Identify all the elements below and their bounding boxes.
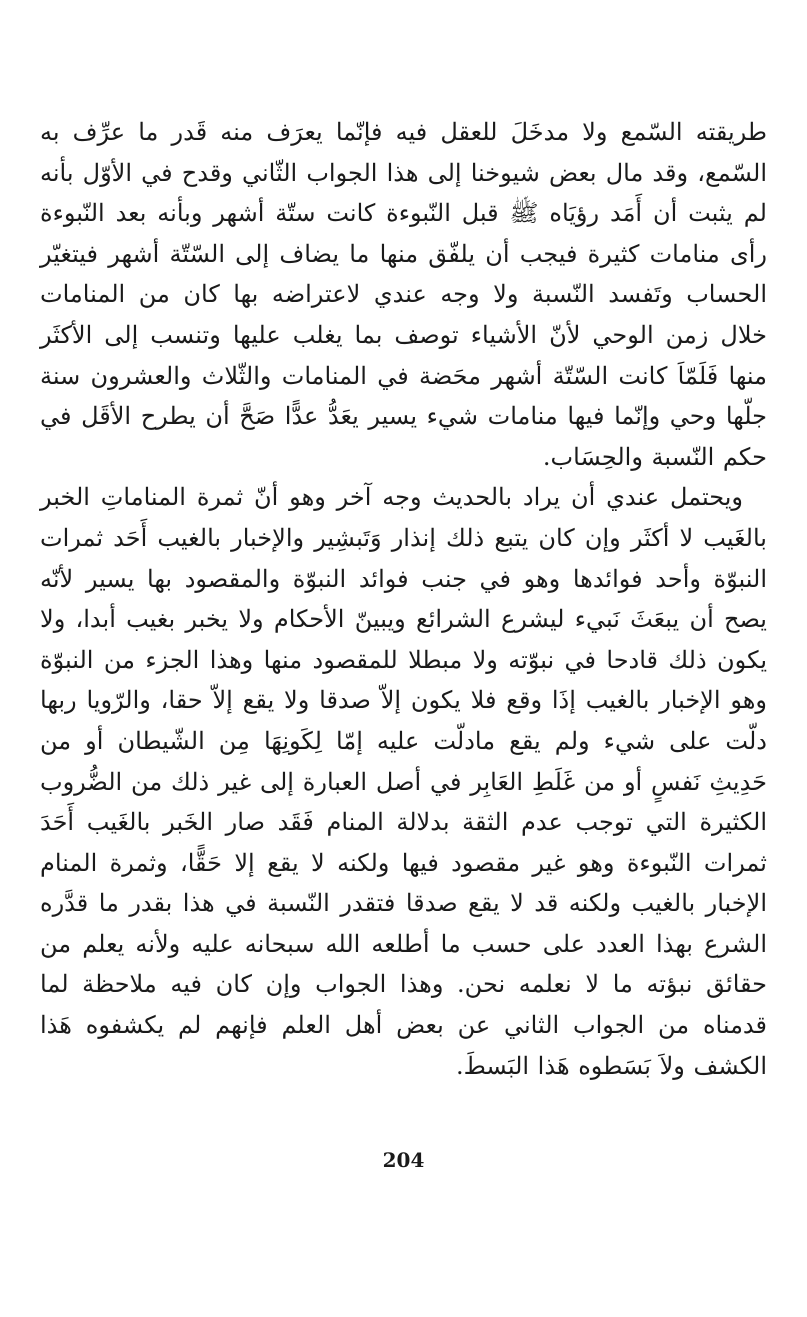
body-text [40,112,767,1086]
paragraph-1: طريقته السّمع ولا مدخَلَ للعقل فيه فإنّما يعرَف منه قَدر ما عرِّف به السّمع، وقد مال بعض شيوخنا إلى هذا الجواب الثّاني وقدح في الأوّل بأنه لم يثبت أن أَمَد رؤيَاه ﷺ قبل النّبوءة كانت ستّة أشهر وبأنه بعد النّبوءة رأى منامات كثيرة فيجب أن يلفّق منها ما يضاف إلى السّتّة أشهر فيتغيّر الحساب وتَفسد النّسبة ولا وجه عندي لاعتراضه بها كان من المنامات خلال زمن الوحي لأنّ الأشياء توصف بما يغلب عليها وتنسب إلى الأكثَر منها فَلَمّاَ كانت السّتّة أشهر محَضة في المنامات والثّلاث والعشرون سنة جلّها وحي وإنّما فيها منامات شيء يسير يعَدُّ عدًّا صَحَّ أن يطرح الأقَل في حكم النّسبة والحِسَاب. [40,118,767,471]
paragraph-2: ويحتمل عندي أن يراد بالحديث وجه آخر وهو أنّ ثمرة المناماتِ الخبر بالغَيب لا أكثَر وإن كان يتبع ذلك إنذار وَتَبشِير والإخبار بالغيب أَحَد ثمرات النبوّة وأحد فوائدها وهو في جنب فوائد النبوّة والمقصود بها يسير لأنّه يصح أن يبعَثَ نَبيء ليشرع الشرائع ويبينّ الأحكام ولا يخبر بغيب أبدا، ولا يكون ذلك قادحا في نبوّته ولا مبطلا للمقصود منها وهذا الجزء من النبوّة وهو الإخبار بالغيب إذَا وقع فلا يكون إلاّ صدقا ولا يقع إلاّ حقا، والرّويا ربها دلّت على شيء ولم يقع مادلّت عليه إمّا لِكَونِهَا مِن الشّيطان أو من حَدِيثِ نَفسٍ أو من غَلَطِ العَابِر في أصل العبارة إلى غير ذلك من الضُّروب الكثيرة التي توجب عدم الثقة بدلالة المنام فَقَد صار الخَبر بالغَيب أَحَدَ ثمرات النّبوءة وهو غير مقصود فيها ولكنه لا يقع إلا حَقًّا، وثمرة المنام الإخبار بالغيب ولكنه قد لا يقع صدقا فتقدر النّسبة في هذا بقدر ما قدَّره الشرع بهذا العدد على حسب ما أطلعه الله سبحانه عليه ولأنه يعلم من حقائق نبؤته ما لا نعلمه نحن. وهذا الجواب وإن كان فيه ملاحظة لما قدمناه من الجواب الثاني عن بعض أهل العلم فإنهم لم يكشفوه هَذا الكشف ولاَ بَسَطوه هَذا البَسطَ. [40,483,767,1080]
page-number: 204 [382,1148,425,1172]
